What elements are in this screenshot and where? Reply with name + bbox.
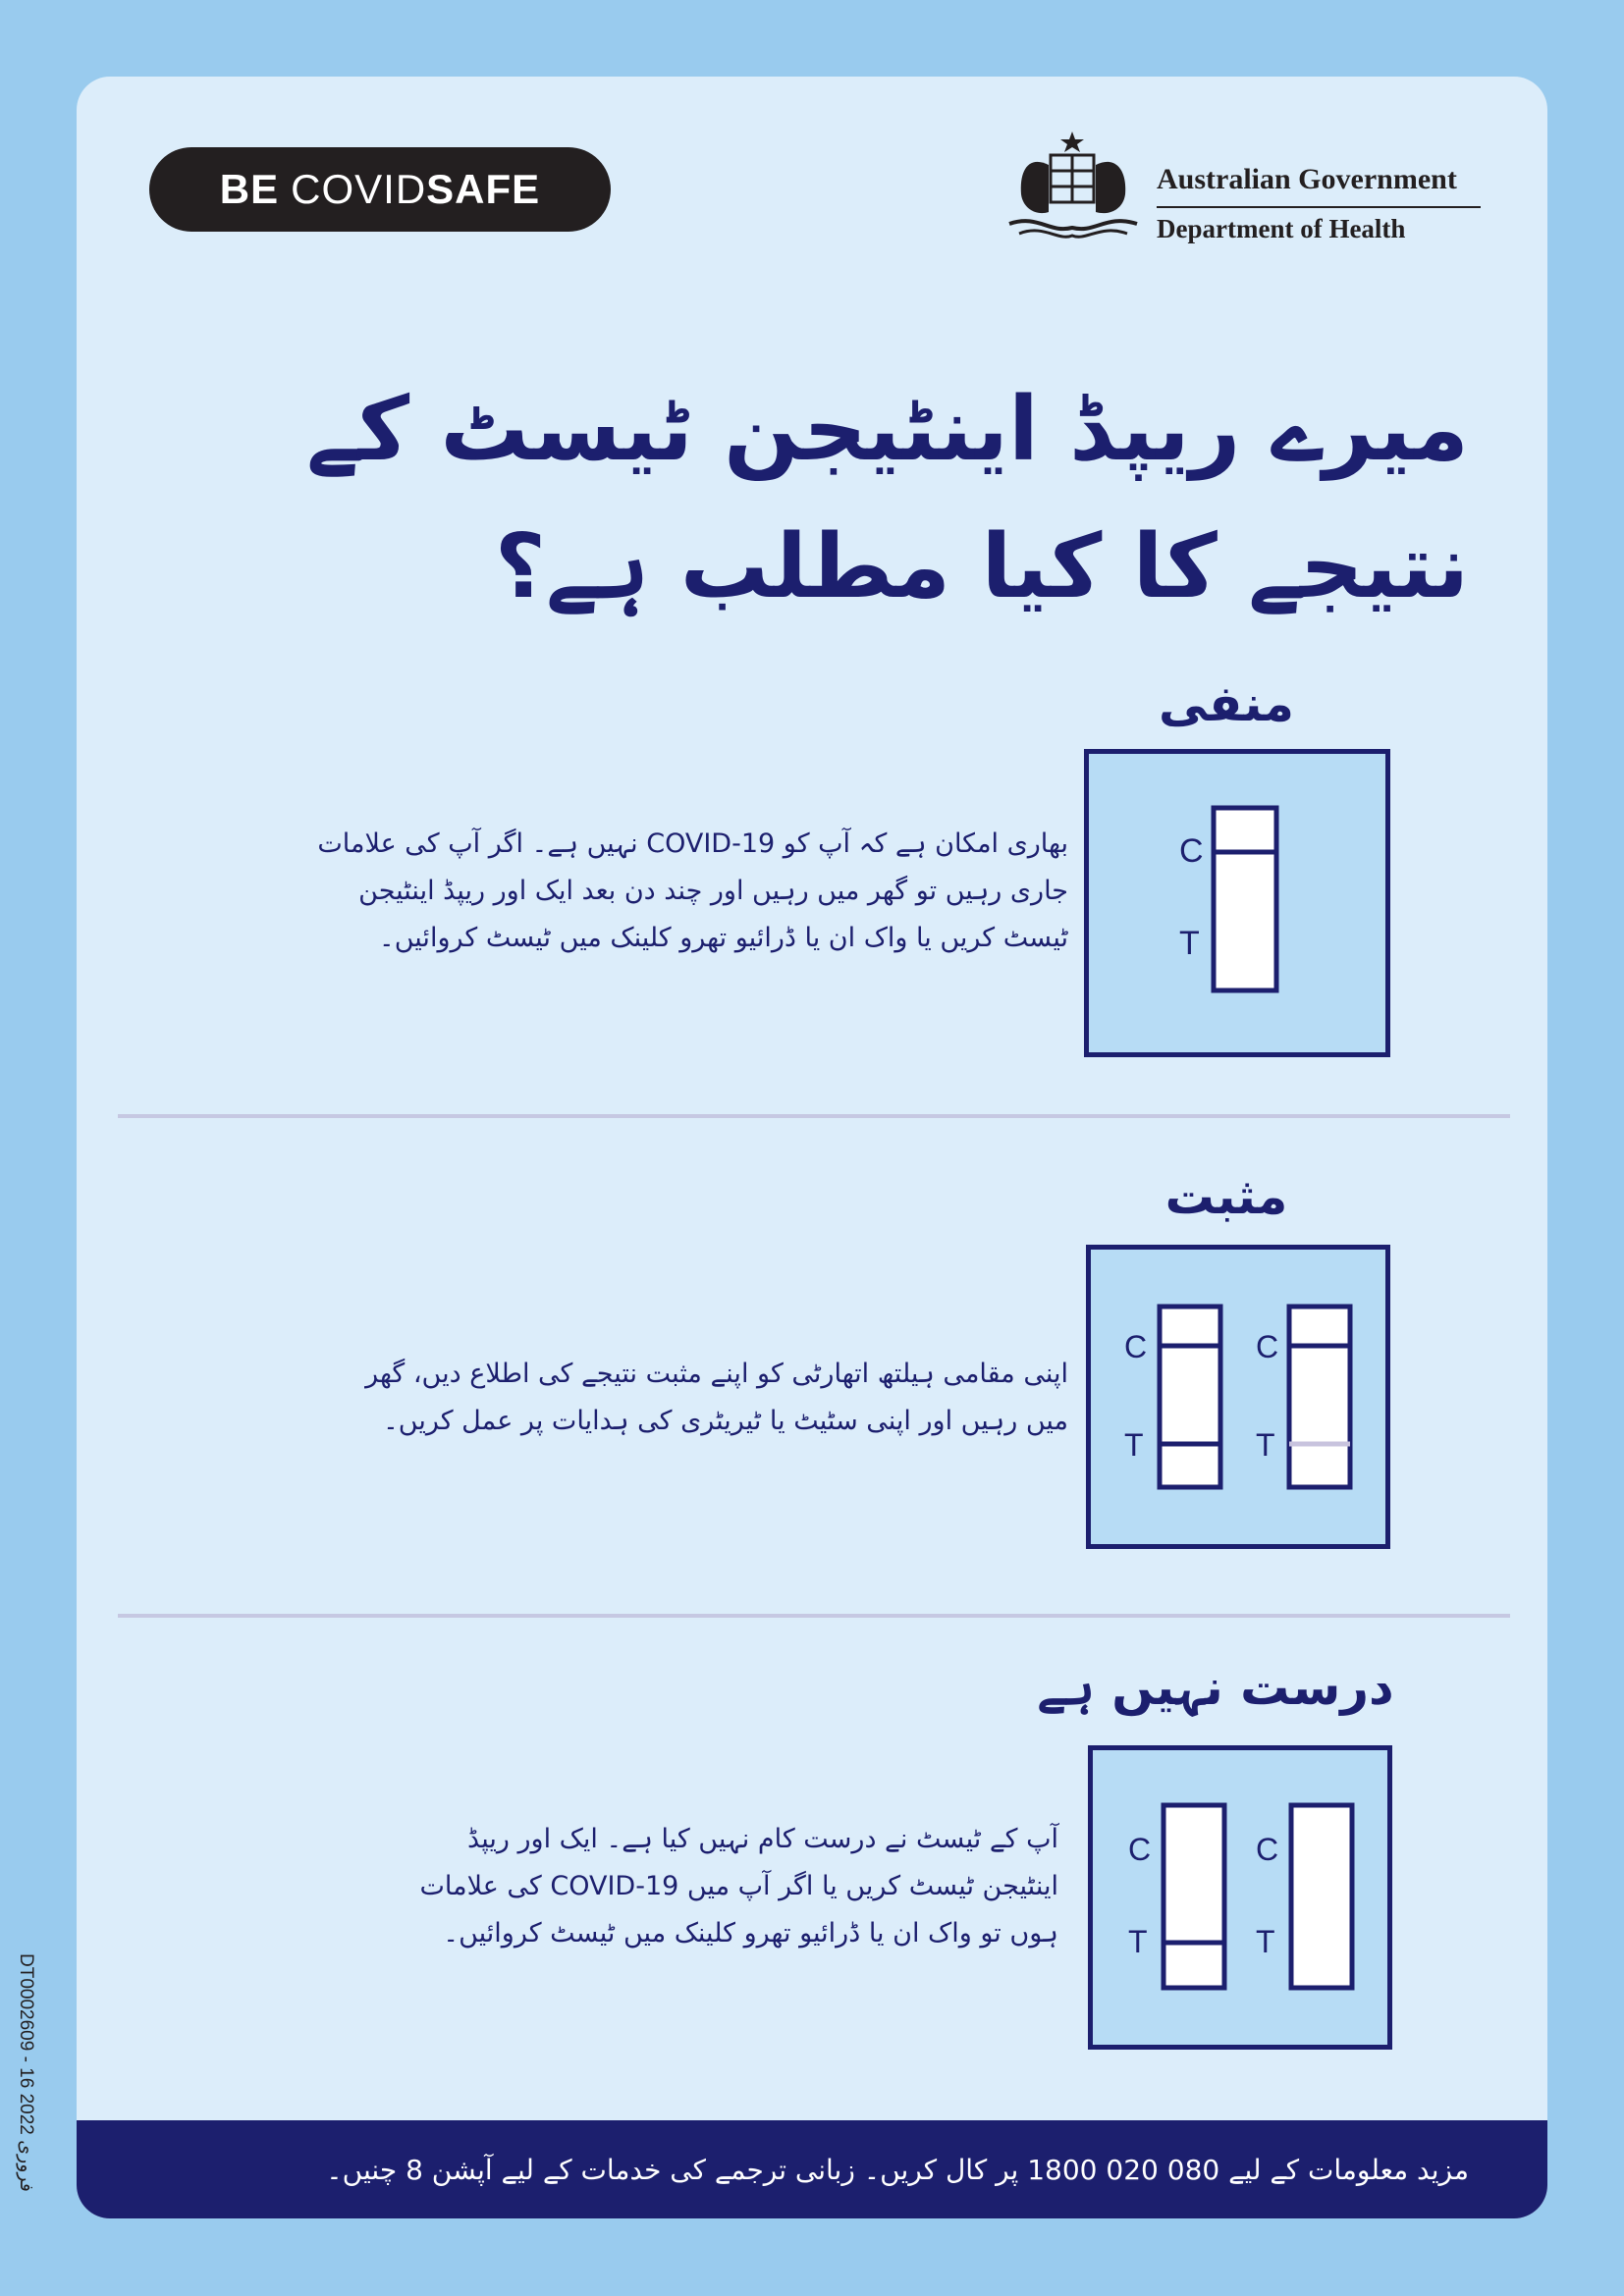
c-label: C [1179, 832, 1204, 870]
t-label: T [1124, 1427, 1144, 1463]
poster-card [77, 77, 1547, 2218]
positive-heading: مثبت [1164, 1168, 1288, 1225]
invalid-heading: درست نہیں ہے [1037, 1659, 1394, 1716]
be-covidsafe-badge [149, 147, 611, 232]
invalid-text-line: اینٹیجن ٹیسٹ کریں یا اگر آپ میں COVID-19 کی علامات [419, 1871, 1058, 1901]
negative-text-line: ٹیسٹ کریں یا واک ان یا ڈرائیو تھرو کلینک میں ٹیسٹ کروائیں۔ [378, 923, 1068, 953]
t-label: T [1256, 1924, 1275, 1959]
positive-text-line: میں رہیں اور اپنی سٹیٹ یا ٹیریٹری کی ہدایات پر عمل کریں۔ [382, 1406, 1068, 1436]
invalid-text-line: آپ کے ٹیسٹ نے درست کام نہیں کیا ہے۔ ایک اور ریپڈ [467, 1824, 1058, 1854]
department-name: Department of Health [1157, 214, 1406, 243]
negative-text-line: جاری رہیں تو گھر میں رہیں اور چند دن بعد ایک اور ریپڈ اینٹیجن [358, 876, 1068, 906]
document-id: DT0002609 - 16 فروری 2022 [16, 1953, 36, 2192]
t-label: T [1256, 1427, 1275, 1463]
c-label: C [1128, 1832, 1152, 1867]
positive-test-illustration [1086, 1245, 1390, 1549]
negative-text [116, 821, 1068, 962]
title-line-1: میرے ریپڈ اینٹیجن ٹیسٹ کے [305, 378, 1469, 481]
government-logo [990, 126, 1500, 253]
footer-bar [77, 2120, 1547, 2218]
logo-divider [1157, 206, 1481, 208]
invalid-test-strips [1093, 1750, 1387, 2045]
positive-text [116, 1351, 1068, 1445]
c-label: C [1256, 1329, 1279, 1364]
positive-text-line: اپنی مقامی ہیلتھ اتھارٹی کو اپنے مثبت نتیجے کی اطلاع دیں، گھر [365, 1359, 1068, 1389]
badge-word-covid: COVID [291, 166, 427, 212]
t-label: T [1179, 925, 1200, 962]
coat-of-arms-icon [990, 126, 1157, 253]
c-label: C [1256, 1832, 1279, 1867]
section-divider [118, 1614, 1510, 1618]
c-label: C [1124, 1329, 1148, 1364]
invalid-text [116, 1816, 1058, 1957]
positive-test-strips [1091, 1250, 1385, 1544]
negative-heading: منفی [1159, 675, 1294, 732]
invalid-test-illustration [1088, 1745, 1392, 2050]
badge-word-safe: SAFE [426, 166, 541, 212]
footer-text: مزید معلومات کے لیے 080 020 1800 پر کال کریں۔ زبانی ترجمے کی خدمات کے لیے آپشن 8 چنیں۔ [326, 2153, 1469, 2186]
invalid-text-line: ہوں تو واک ان یا ڈرائیو تھرو کلینک میں ٹیسٹ کروائیں۔ [443, 1918, 1058, 1949]
t-label: T [1128, 1924, 1148, 1959]
badge-word-be: BE [219, 166, 280, 212]
negative-text-line: بھاری امکان ہے کہ آپ کو COVID-19 نہیں ہے۔ اگر آپ کی علامات [317, 828, 1068, 859]
title-line-2: نتیجے کا کیا مطلب ہے؟ [494, 515, 1469, 618]
negative-test-strip [1089, 754, 1385, 1052]
government-name: Australian Government [1157, 163, 1457, 195]
negative-test-illustration [1084, 749, 1390, 1057]
page-title [192, 361, 1469, 636]
section-divider [118, 1114, 1510, 1118]
